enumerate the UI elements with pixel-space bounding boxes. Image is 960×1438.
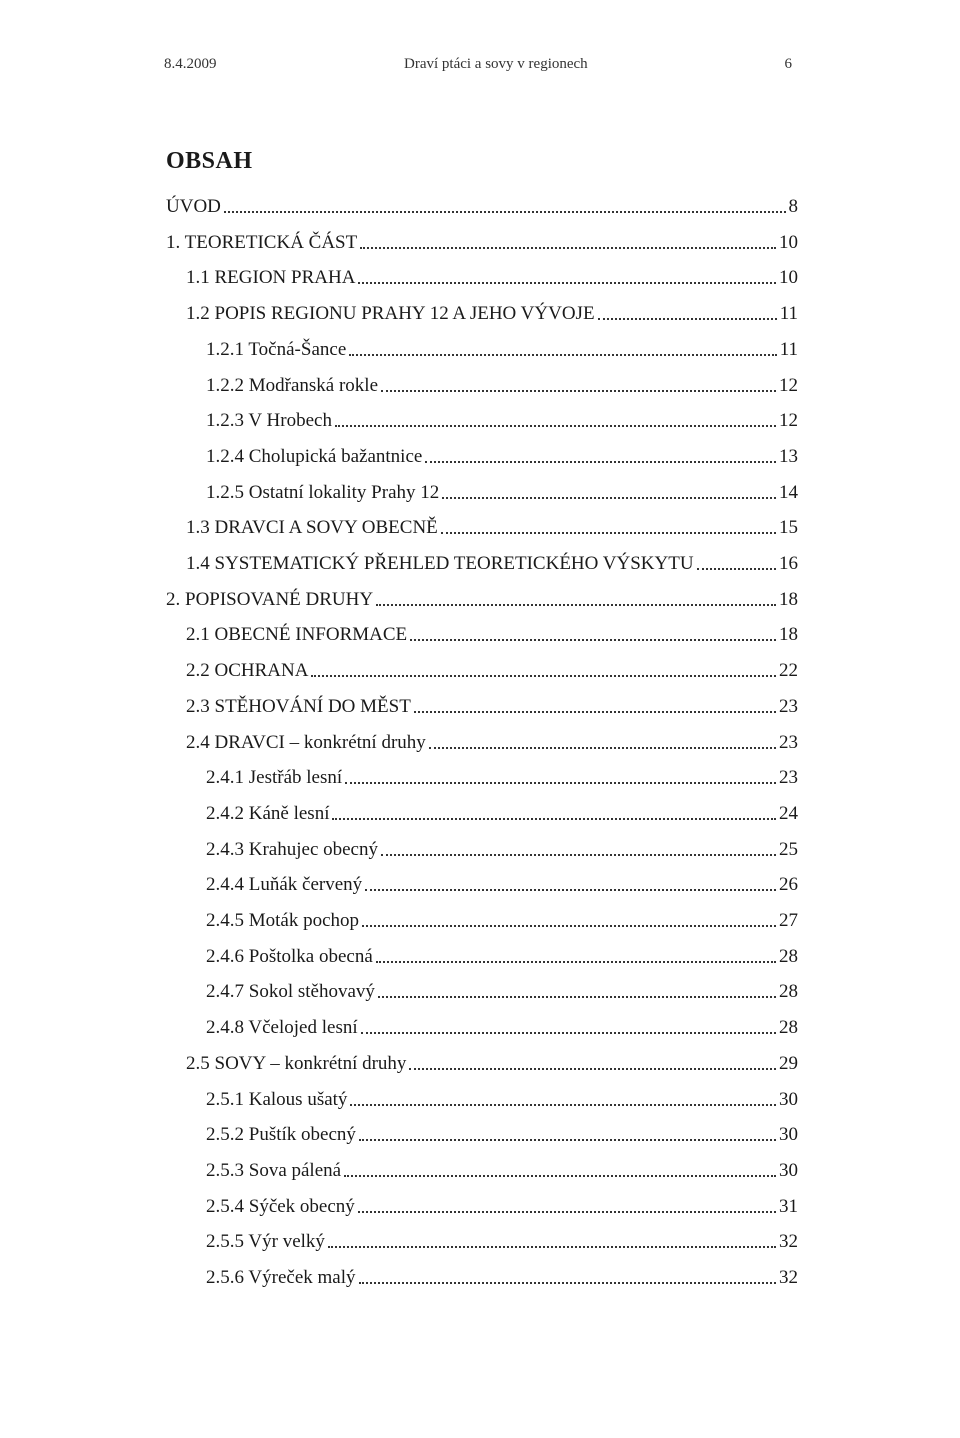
toc-entry-page: 28 [779, 1017, 798, 1039]
toc-entry-page: 30 [779, 1124, 798, 1146]
dot-leader [224, 211, 786, 213]
toc-entry-page: 22 [779, 660, 798, 682]
toc-entry-page: 29 [779, 1052, 798, 1074]
toc-entry-page: 30 [779, 1159, 798, 1181]
dot-leader [414, 711, 776, 713]
toc-entry-page: 26 [779, 874, 798, 896]
dot-leader [350, 1104, 776, 1106]
toc-entry-page: 13 [779, 445, 798, 467]
toc-entry-page: 23 [779, 695, 798, 717]
dot-leader [328, 1246, 776, 1248]
toc-entry-page: 15 [779, 517, 798, 539]
dot-leader [376, 604, 776, 606]
toc-entry-label: 2.5.2 Puštík obecný [206, 1124, 356, 1146]
toc-entry-page: 30 [779, 1088, 798, 1110]
toc-entry-label: 2.5.5 Výr velký [206, 1231, 325, 1253]
toc-entry-label: 1.2.3 V Hrobech [206, 410, 332, 432]
toc-entry[interactable] [206, 833, 798, 861]
toc-entry-page: 12 [779, 410, 798, 432]
dot-leader [345, 782, 776, 784]
toc-entry-page: 11 [779, 338, 798, 360]
toc-entry[interactable] [206, 1011, 798, 1039]
toc-entry[interactable] [206, 975, 798, 1003]
toc-entry-page: 31 [779, 1195, 798, 1217]
toc-entry[interactable] [206, 1190, 798, 1218]
toc-title: OBSAH [166, 148, 253, 174]
toc-entry-page: 23 [779, 767, 798, 789]
dot-leader [358, 282, 776, 284]
toc-entry-label: 2.1 OBECNÉ INFORMACE [186, 624, 408, 646]
toc-entry-label: 2.4.1 Jestřáb lesní [206, 767, 343, 789]
toc-entry-label: 2.5.6 Výreček malý [206, 1267, 356, 1288]
toc-entry[interactable] [206, 333, 798, 361]
toc-entry-label: 2.5.3 Sova pálená [206, 1159, 342, 1181]
toc-entry-page: 11 [779, 303, 798, 325]
dot-leader [358, 1211, 776, 1213]
toc-entry-label: 1.4 SYSTEMATICKÝ PŘEHLED TEORETICKÉHO VÝSKYTU [186, 553, 694, 574]
toc-entry[interactable] [186, 297, 798, 325]
dot-leader [441, 532, 776, 534]
header-page-number: 6 [784, 56, 792, 72]
toc-entry-label: 2.5 SOVY – konkrétní druhy [186, 1052, 407, 1074]
dot-leader [410, 639, 776, 641]
toc-entry-page: 32 [779, 1231, 798, 1253]
toc-entry[interactable] [186, 511, 798, 539]
toc-entry[interactable] [206, 1118, 798, 1146]
toc-entry-page: 14 [779, 481, 798, 503]
dot-leader [311, 675, 776, 677]
toc-entry-label: 2.3 STĚHOVÁNÍ DO MĚST [186, 695, 411, 717]
toc-entry-label: 1.2 POPIS REGIONU PRAHY 12 A JEHO VÝVOJE [186, 303, 595, 325]
dot-leader [344, 1175, 776, 1177]
toc-entry[interactable] [206, 904, 798, 932]
dot-leader [381, 854, 776, 856]
page-header [164, 56, 800, 80]
dot-leader [425, 461, 776, 463]
toc-entry[interactable] [206, 797, 798, 825]
toc-entry[interactable] [166, 583, 798, 611]
toc-entry[interactable] [206, 868, 798, 896]
toc-entry-label: 2.2 OCHRANA [186, 660, 309, 682]
toc-entry-label: 1.3 DRAVCI A SOVY OBECNĚ [186, 517, 438, 539]
dot-leader [359, 1282, 777, 1284]
dot-leader [378, 996, 776, 998]
toc-entry-label: 2.4.2 Káně lesní [206, 802, 330, 824]
toc-entry[interactable] [186, 690, 798, 718]
toc-entry-page: 10 [779, 231, 798, 253]
toc-entry[interactable] [206, 1225, 798, 1253]
toc-entry[interactable] [186, 654, 798, 682]
header-date: 8.4.2009 [164, 56, 217, 72]
toc-entry-label: 2.4.7 Sokol stěhovavý [206, 981, 375, 1003]
dot-leader [360, 247, 776, 249]
toc-entry[interactable] [206, 1154, 798, 1182]
toc-entry-label: 2.4 DRAVCI – konkrétní druhy [186, 731, 426, 753]
dot-leader [359, 1139, 776, 1141]
toc-entry-page: 25 [779, 838, 798, 860]
toc-entry[interactable] [186, 618, 798, 646]
dot-leader [381, 390, 776, 392]
dot-leader [361, 1032, 776, 1034]
dot-leader [429, 747, 776, 749]
toc-entry[interactable] [186, 726, 798, 754]
toc-entry-page: 12 [779, 374, 798, 396]
toc-entry-label: 1. TEORETICKÁ ČÁST [166, 231, 358, 253]
dot-leader [362, 925, 776, 927]
toc-entry[interactable] [206, 369, 798, 397]
toc-entry[interactable] [206, 761, 798, 789]
toc-entry-label: 2.4.4 Luňák červený [206, 874, 363, 896]
toc-entry[interactable] [206, 1261, 798, 1289]
toc-entry[interactable] [186, 1047, 798, 1075]
dot-leader [349, 354, 776, 356]
toc-entry[interactable] [206, 1083, 798, 1111]
dot-leader [376, 961, 776, 963]
toc-entry-label: 1.1 REGION PRAHA [186, 267, 356, 289]
toc-entry-label: 2.4.5 Moták pochop [206, 910, 360, 931]
toc-entry-label: 2. POPISOVANÉ DRUHY [166, 588, 374, 610]
dot-leader [409, 1068, 776, 1070]
toc-entry-label: 1.2.2 Modřanská rokle [206, 374, 379, 396]
dot-leader [697, 568, 776, 570]
toc-entry-page: 28 [779, 981, 798, 1003]
dot-leader [442, 497, 776, 499]
header-title: Draví ptáci a sovy v regionech [404, 56, 588, 72]
toc-entry[interactable] [206, 940, 798, 968]
toc-entry-label: 1.2.4 Cholupická bažantnice [206, 445, 423, 467]
dot-leader [335, 425, 776, 427]
toc-entry[interactable] [206, 476, 798, 504]
toc-entry-label: 1.2.1 Točná-Šance [206, 338, 347, 360]
toc-entry[interactable] [186, 547, 798, 575]
toc-entry-label: 2.4.3 Krahujec obecný [206, 838, 378, 860]
toc-entry-page: 16 [779, 553, 798, 574]
toc-entry-page: 23 [779, 731, 798, 753]
toc-entry[interactable] [206, 404, 798, 432]
toc-entry-page: 24 [779, 802, 798, 824]
toc-entry[interactable] [166, 190, 798, 218]
toc-entry[interactable] [206, 440, 798, 468]
toc-entry-label: ÚVOD [166, 196, 221, 217]
dot-leader [598, 318, 777, 320]
toc-entry-page: 27 [779, 910, 798, 931]
dot-leader [332, 818, 776, 820]
toc-entry-label: 1.2.5 Ostatní lokality Prahy 12 [206, 481, 440, 503]
toc-entry-page: 28 [779, 945, 798, 967]
toc-entry-page: 32 [779, 1267, 798, 1288]
toc-entry[interactable] [166, 226, 798, 254]
toc-entry[interactable] [186, 261, 798, 289]
toc-entry-page: 18 [779, 588, 798, 610]
dot-leader [365, 889, 776, 891]
toc-entry-page: 18 [779, 624, 798, 646]
toc-entry-label: 2.5.1 Kalous ušatý [206, 1088, 348, 1110]
toc-entry-page: 8 [788, 196, 798, 217]
toc-entry-label: 2.4.6 Poštolka obecná [206, 945, 373, 967]
toc-entry-label: 2.4.8 Včelojed lesní [206, 1017, 358, 1039]
toc-entry-label: 2.5.4 Sýček obecný [206, 1195, 355, 1217]
toc-entry-page: 10 [779, 267, 798, 289]
